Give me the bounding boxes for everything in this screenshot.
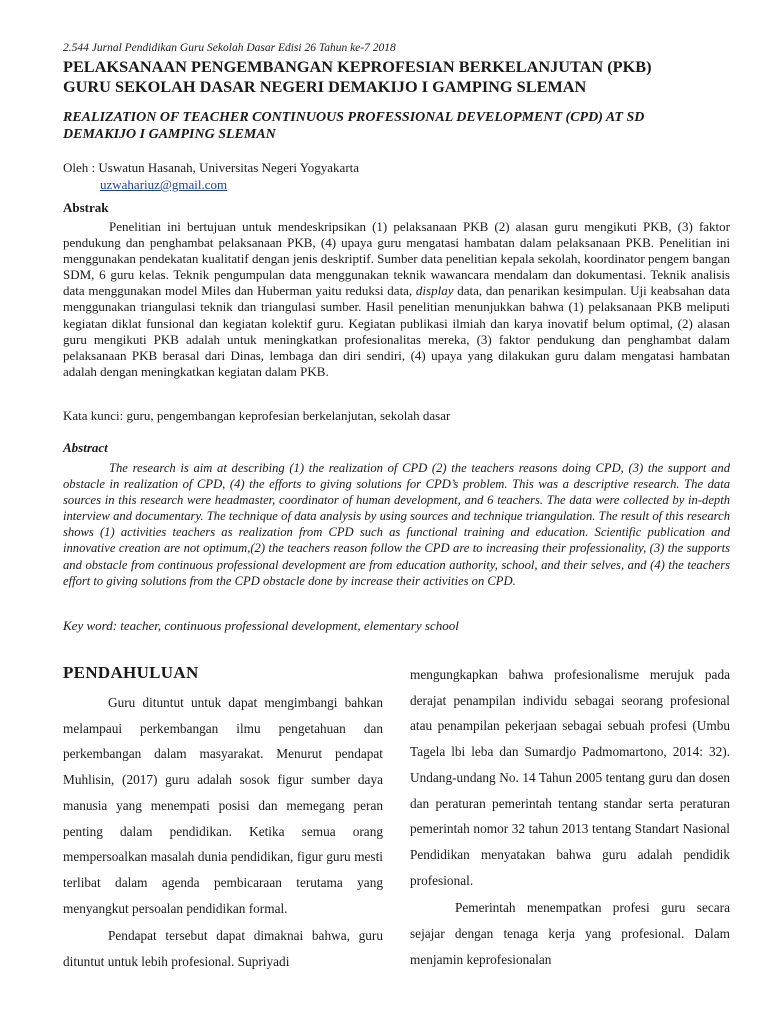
section-heading-pendahuluan: PENDAHULUAN [63, 663, 199, 682]
paper-title-english [63, 109, 743, 143]
title-en-line-2: DEMAKIJO I GAMPING SLEMAN [63, 127, 276, 142]
body-column-left [63, 662, 383, 975]
abstrak-heading: Abstrak [63, 200, 109, 215]
running-header: 2.544 Jurnal Pendidikan Guru Sekolah Dasar Edisi 26 Tahun ke-7 2018 [63, 42, 396, 54]
title-en-line-1: REALIZATION OF TEACHER CONTINUOUS PROFESSIONAL DEVELOPMENT (CPD) AT SD [63, 110, 645, 125]
abstract-heading: Abstract [63, 440, 108, 455]
right-paragraph-2: Pemerintah menempatkan profesi guru secara sejajar dengan tenaga kerja yang profesional. Dalam menjamin keprofesionalan [410, 900, 730, 967]
author-block [63, 159, 359, 193]
abstract-body: The research is aim at describing (1) the realization of CPD (2) the teachers reasons doing CPD, (3) the support and obstacle in realization of CPD, (4) the efforts to giving solutions for CPD’s problem. This was a descriptive research. The data sources in this research were headmaster, coordinator of human development, and 6 teachers. The data were collected by in-depth interview and documentary. The technique of data analysis by using sources and technique triangulation. The result of this research shows (1) activities teachers as realization from CPD such as functional training and education. Scientific publication and innovative creation are not optimum,(2) the teachers reason follow the CPD are to increasing their professionality, (3) the supports and obstacle from continuous professional development are from education authority, school, and their selves, and (4) the teachers effort to giving solutions from the CPD obstacle done by increase their activities on CPD. [63, 461, 730, 588]
kata-kunci: Kata kunci: guru, pengembangan keprofesian berkelanjutan, sekolah dasar [63, 408, 451, 423]
author-line: Oleh : Uswatun Hasanah, Universitas Negeri Yogyakarta [63, 160, 360, 175]
title-id-line-1: PELAKSANAAN PENGEMBANGAN KEPROFESIAN BERKELANJUTAN (PKB) [63, 57, 652, 76]
key-words: Key word: teacher, continuous professional development, elementary school [63, 618, 459, 633]
abstrak-text-part-2: data, dan penarikan kesimpulan. Uji keabsahan data menggunakan triangulasi teknik dan triangulasi sumber. Hasil penelitian menunjukkan bahwa (1) pelaksanaan PKB meliputi kegiatan diklat funsional dan kegiatan kolektif guru. Kegiatan publikasi ilmiah dan karya inovatif belum optimal, (2) alasan guru mengikuti PKB adalah untuk meningkatkan profesionalitas mereka, (3) faktor pendukung dan penghambat dalam pelaksanaan PKB berasal dari Dinas, lembaga dan diri sendiri, (4) upaya yang dilakukan guru dalam mengatasi hambatan adalah dengan meningkatkan kegiatan dalam PKB. [63, 283, 731, 379]
abstrak-body [63, 219, 730, 380]
paper-title-indonesian [63, 57, 743, 97]
abstrak-text-part-1: Penelitian ini bertujuan untuk mendeskripsikan (1) pelaksanaan PKB (2) alasan guru mengikuti PKB, (3) faktor pendukung dan penghambat pelaksanaan PKB, (4) upaya guru mengatasi hambatan dalam pelaksanaan PKB. Penelitian ini menggunakan pendekatan kualitatif dengan jenis deskriptif. Sumber data penelitian kepala sekolah, koordinator pengem bangan SDM, 6 guru kelas. Teknik pengumpulan data menggunakan teknik wawancara mendalam dan dokumentasi. Teknik analisis data menggunakan model Miles dan Huberman yaitu reduksi data, [63, 219, 730, 299]
left-paragraph-1: Guru dituntut untuk dapat mengimbangi bahkan melampaui perkembangan ilmu pengetahuan dan perkembangan dalam masyarakat. Menurut pendapat Muhlisin, (2017) guru adalah sosok figur sumber daya manusia yang menempati posisi dan memegang peran penting dalam pendidikan. Ketika semua orang mempersoalkan masalah dunia pendidikan, figur guru mesti terlibat dalam agenda pembicaraan terutama yang menyangkut persoalan pendidikan formal. [63, 695, 383, 916]
left-paragraph-2: Pendapat tersebut dapat dimaknai bahwa, guru dituntut untuk lebih profesional. Supriyadi [63, 928, 383, 970]
author-email-link[interactable]: uzwahariuz@gmail.com [100, 177, 228, 192]
title-id-line-2: GURU SEKOLAH DASAR NEGERI DEMAKIJO I GAMPING SLEMAN [63, 77, 587, 96]
right-paragraph-1: mengungkapkan bahwa profesionalisme merujuk pada derajat penampilan individu sebagai seorang profesional atau penampilan pekerjaan sebagai sebuah profesi (Umbu Tagela lbi leba dan Sumardjo Padmomartono, 2014: 32). Undang-undang No. 14 Tahun 2005 tentang guru dan dosen dan peraturan pemerintah tentang standar serta peraturan pemerintah nomor 32 tahun 2013 tentang Standart Nasional Pendidikan menyatakan bahwa guru adalah pendidik profesional. [410, 667, 730, 888]
body-column-right [410, 662, 730, 972]
abstrak-italic-term: display [415, 283, 454, 299]
